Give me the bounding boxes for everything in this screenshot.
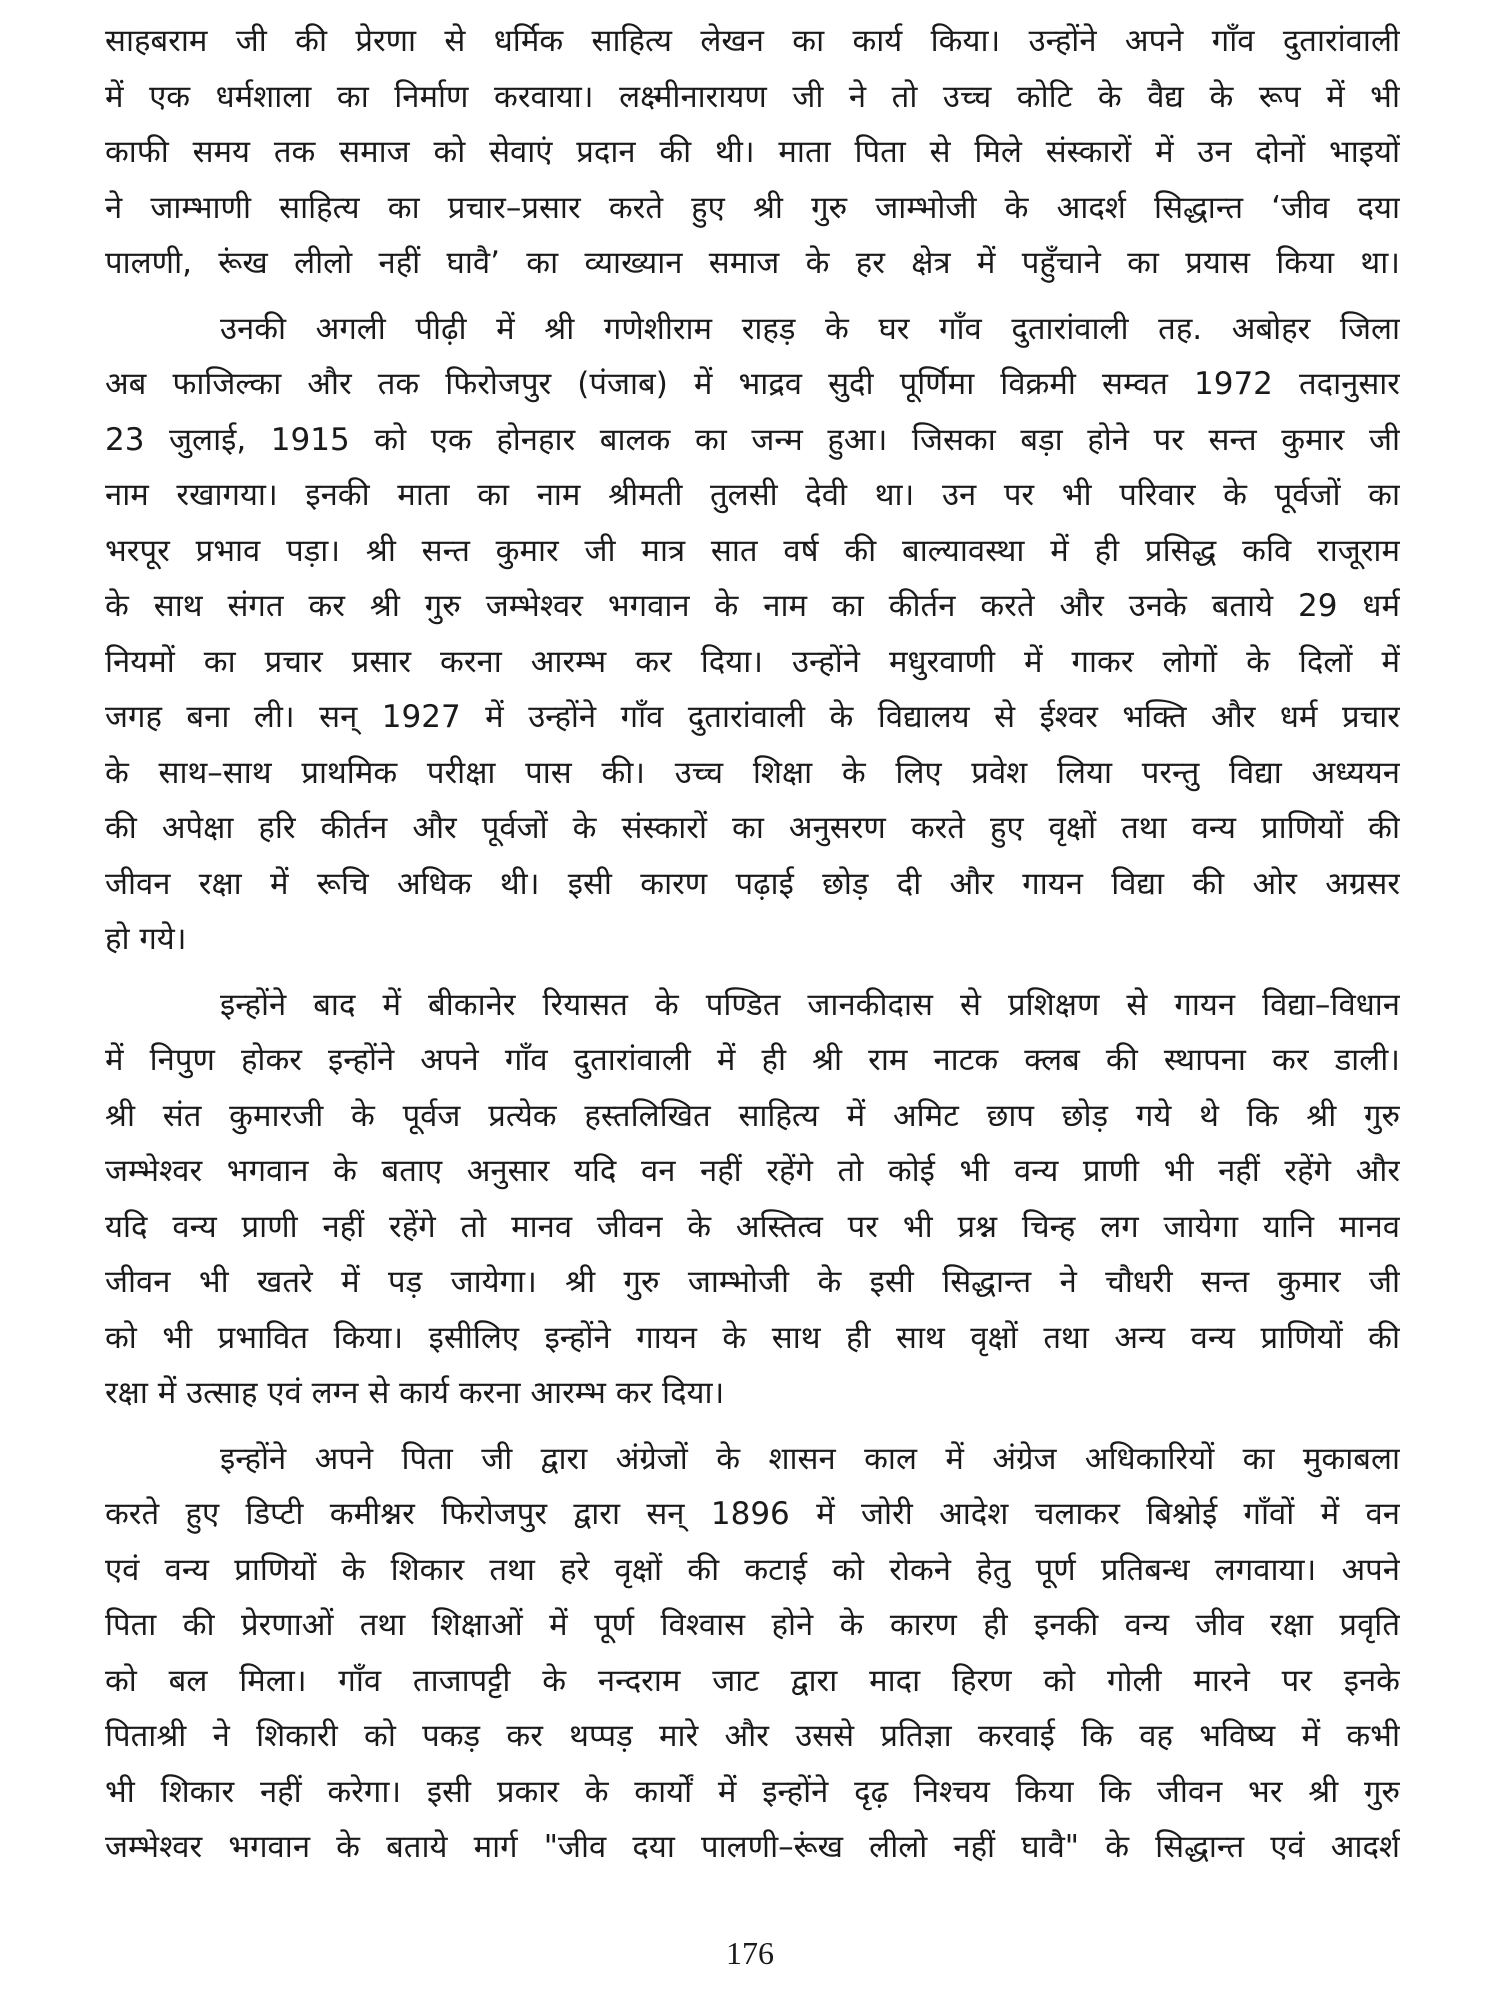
text-line: में निपुण होकर इन्होंने अपने गाँव दुतारांवाली में ही श्री राम नाटक क्लब की स्थापना कर डाली। xyxy=(105,1042,1400,1078)
text-line: पिताश्री ने शिकारी को पकड़ कर थप्पड़ मारे और उससे प्रतिज्ञा करवाई कि वह भविष्य में कभी xyxy=(105,1718,1400,1754)
text-line: काफी समय तक समाज को सेवाएं प्रदान की थी। माता पिता से मिले संस्कारों में उन दोनों भाइयों xyxy=(105,134,1400,170)
text-line: इन्होंने बाद में बीकानेर रियासत के पण्डित जानकीदास से प्रशिक्षण से गायन विद्या–विधान xyxy=(220,986,1400,1023)
text-line: अब फाजिल्का और तक फिरोजपुर (पंजाब) में भाद्रव सुदी पूर्णिमा विक्रमी सम्वत 1972 तदानुसार xyxy=(105,366,1400,402)
text-line: की अपेक्षा हरि कीर्तन और पूर्वजों के संस्कारों का अनुसरण करते हुए वृक्षों तथा वन्य प्राणियों की xyxy=(105,810,1400,846)
paragraph-2 xyxy=(105,302,1400,968)
text-line: भरपूर प्रभाव पड़ा। श्री सन्त कुमार जी मात्र सात वर्ष की बाल्यावस्था में ही प्रसिद्ध कवि राजूराम xyxy=(105,532,1400,569)
paragraph-3 xyxy=(105,978,1400,1422)
text-line: जम्भेश्वर भगवान के बताए अनुसार यदि वन नहीं रहेंगे तो कोई भी वन्य प्राणी भी नहीं रहेंगे और xyxy=(105,1153,1400,1189)
text-line: के साथ–साथ प्राथमिक परीक्षा पास की। उच्च शिक्षा के लिए प्रवेश लिया परन्तु विद्या अध्ययन xyxy=(105,754,1400,791)
text-line: 23 जुलाई, 1915 को एक होनहार बालक का जन्म हुआ। जिसका बड़ा होने पर सन्त कुमार जी xyxy=(105,421,1400,458)
text-line: में एक धर्मशाला का निर्माण करवाया। लक्ष्मीनारायण जी ने तो उच्च कोटि के वैद्य के रूप में भी xyxy=(105,78,1400,115)
text-line: भी शिकार नहीं करेगा। इसी प्रकार के कार्यों में इन्होंने दृढ़ निश्चय किया कि जीवन भर श्री गुरु xyxy=(105,1773,1400,1810)
text-line: को भी प्रभावित किया। इसीलिए इन्होंने गायन के साथ ही साथ वृक्षों तथा अन्य वन्य प्राणियों की xyxy=(105,1319,1400,1356)
page-body xyxy=(105,14,1400,1904)
paragraph-1 xyxy=(105,14,1400,292)
text-line: श्री संत कुमारजी के पूर्वज प्रत्येक हस्तलिखित साहित्य में अमिट छाप छोड़ गये थे कि श्री गुरु xyxy=(105,1097,1400,1134)
text-line: करते हुए डिप्टी कमीश्नर फिरोजपुर द्वारा सन् 1896 में जोरी आदेश चलाकर बिश्नोई गाँवों में वन xyxy=(105,1496,1400,1532)
text-line: उनकी अगली पीढ़ी में श्री गणेशीराम राहड़ के घर गाँव दुतारांवाली तह. अबोहर जिला xyxy=(220,310,1400,347)
text-line: जीवन भी खतरे में पड़ जायेगा। श्री गुरु जाम्भोजी के इसी सिद्धान्त ने चौधरी सन्त कुमार जी xyxy=(105,1264,1400,1300)
text-line: जगह बना ली। सन् 1927 में उन्होंने गाँव दुतारांवाली के विद्यालय से ईश्वर भक्ति और धर्म प्रचार xyxy=(105,699,1400,735)
text-line: ने जाम्भाणी साहित्य का प्रचार–प्रसार करते हुए श्री गुरु जाम्भोजी के आदर्श सिद्धान्त ‘जीव दया xyxy=(105,189,1400,226)
text-line: पालणी, रूंख लीलो नहीं घावै’ का व्याख्यान समाज के हर क्षेत्र में पहुँचाने का प्रयास किया था। xyxy=(105,245,1400,281)
text-line: यदि वन्य प्राणी नहीं रहेंगे तो मानव जीवन के अस्तित्व पर भी प्रश्न चिन्ह लग जायेगा यानि मानव xyxy=(105,1208,1400,1245)
text-line: इन्होंने अपने पिता जी द्वारा अंग्रेजों के शासन काल में अंग्रेज अधिकारियों का मुकाबला xyxy=(220,1440,1400,1477)
text-line: के साथ संगत कर श्री गुरु जम्भेश्वर भगवान के नाम का कीर्तन करते और उनके बताये 29 धर्म xyxy=(105,588,1400,624)
text-line: साहबराम जी की प्रेरणा से धर्मिक साहित्य लेखन का कार्य किया। उन्होंने अपने गाँव दुतारांवाली xyxy=(105,23,1400,59)
paragraph-4 xyxy=(105,1432,1400,1876)
text-line: जीवन रक्षा में रूचि अधिक थी। इसी कारण पढ़ाई छोड़ दी और गायन विद्या की ओर अग्रसर xyxy=(105,865,1400,902)
text-line: एवं वन्य प्राणियों के शिकार तथा हरे वृक्षों की कटाई को रोकने हेतु पूर्ण प्रतिबन्ध लगवाया। अपने xyxy=(105,1551,1400,1588)
text-line: पिता की प्रेरणाओं तथा शिक्षाओं में पूर्ण विश्वास होने के कारण ही इनकी वन्य जीव रक्षा प्रवृति xyxy=(105,1607,1400,1643)
text-line: रक्षा में उत्साह एवं लग्न से कार्य करना आरम्भ कर दिया। xyxy=(105,1375,725,1411)
text-line: नाम रखागया। इनकी माता का नाम श्रीमती तुलसी देवी था। उन पर भी परिवार के पूर्वजों का xyxy=(105,477,1400,513)
text-line: जम्भेश्वर भगवान के बताये मार्ग "जीव दया पालणी–रूंख लीलो नहीं घावै" के सिद्धान्त एवं आदर्श xyxy=(105,1829,1400,1865)
page-number: 176 xyxy=(726,1935,774,1971)
text-line: हो गये। xyxy=(105,921,187,957)
text-line: नियमों का प्रचार प्रसार करना आरम्भ कर दिया। उन्होंने मधुरवाणी में गाकर लोगों के दिलों में xyxy=(105,643,1400,680)
text-line: को बल मिला। गाँव ताजापट्टी के नन्दराम जाट द्वारा मादा हिरण को गोली मारने पर इनके xyxy=(105,1662,1400,1699)
